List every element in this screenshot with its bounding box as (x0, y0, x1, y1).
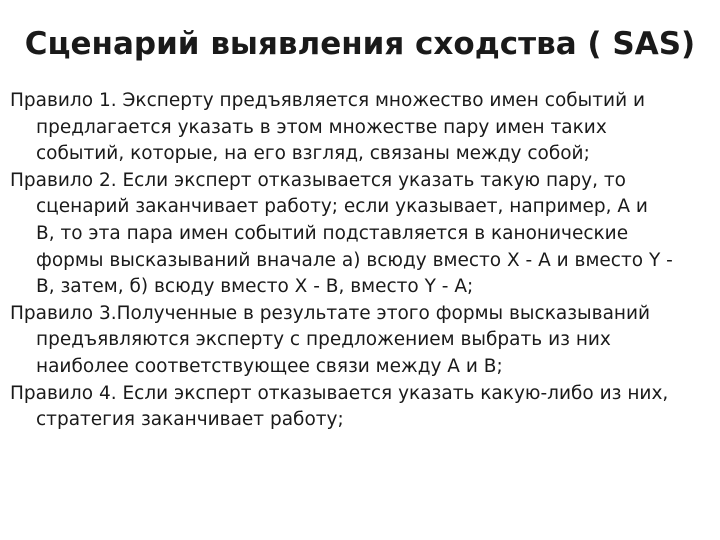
rule-1 (10, 88, 710, 168)
rule-2 (10, 168, 710, 301)
rule-line: формы высказываний вначале а) всюду вместо Х - А и вместо Y - (36, 249, 673, 271)
rule-4 (10, 381, 710, 434)
rule-line: предъявляются эксперту с предложением выбрать из них (36, 329, 611, 351)
rule-3 (10, 301, 710, 381)
rule-line: сценарий заканчивает работу; если указывает, например, А и (36, 196, 648, 218)
slide-title: Сценарий выявления сходства ( SAS) (24, 26, 696, 62)
rule-line: Правило 1. Эксперту предъявляется множество имен событий и (10, 90, 646, 111)
rules-list (10, 88, 710, 434)
rule-line: Правило 2. Если эксперт отказывается указать такую пару, то (10, 169, 626, 191)
rule-line: предлагается указать в этом множестве пару имен таких (36, 116, 607, 138)
rule-line: событий, которые, на его взгляд, связаны между собой; (36, 143, 590, 165)
rule-line: стратегия заканчивает работу; (36, 409, 344, 431)
rule-line: В, то эта пара имен событий подставляется в канонические (36, 222, 629, 244)
rule-line: Правило 3.Полученные в результате этого формы высказываний (10, 302, 651, 324)
rule-line: наиболее соответствующее связи между А и В; (36, 355, 503, 377)
rule-line: Правило 4. Если эксперт отказывается указать какую-либо из них, (10, 382, 669, 404)
rule-line: В, затем, б) всюду вместо Х - В, вместо Y - А; (36, 276, 474, 298)
